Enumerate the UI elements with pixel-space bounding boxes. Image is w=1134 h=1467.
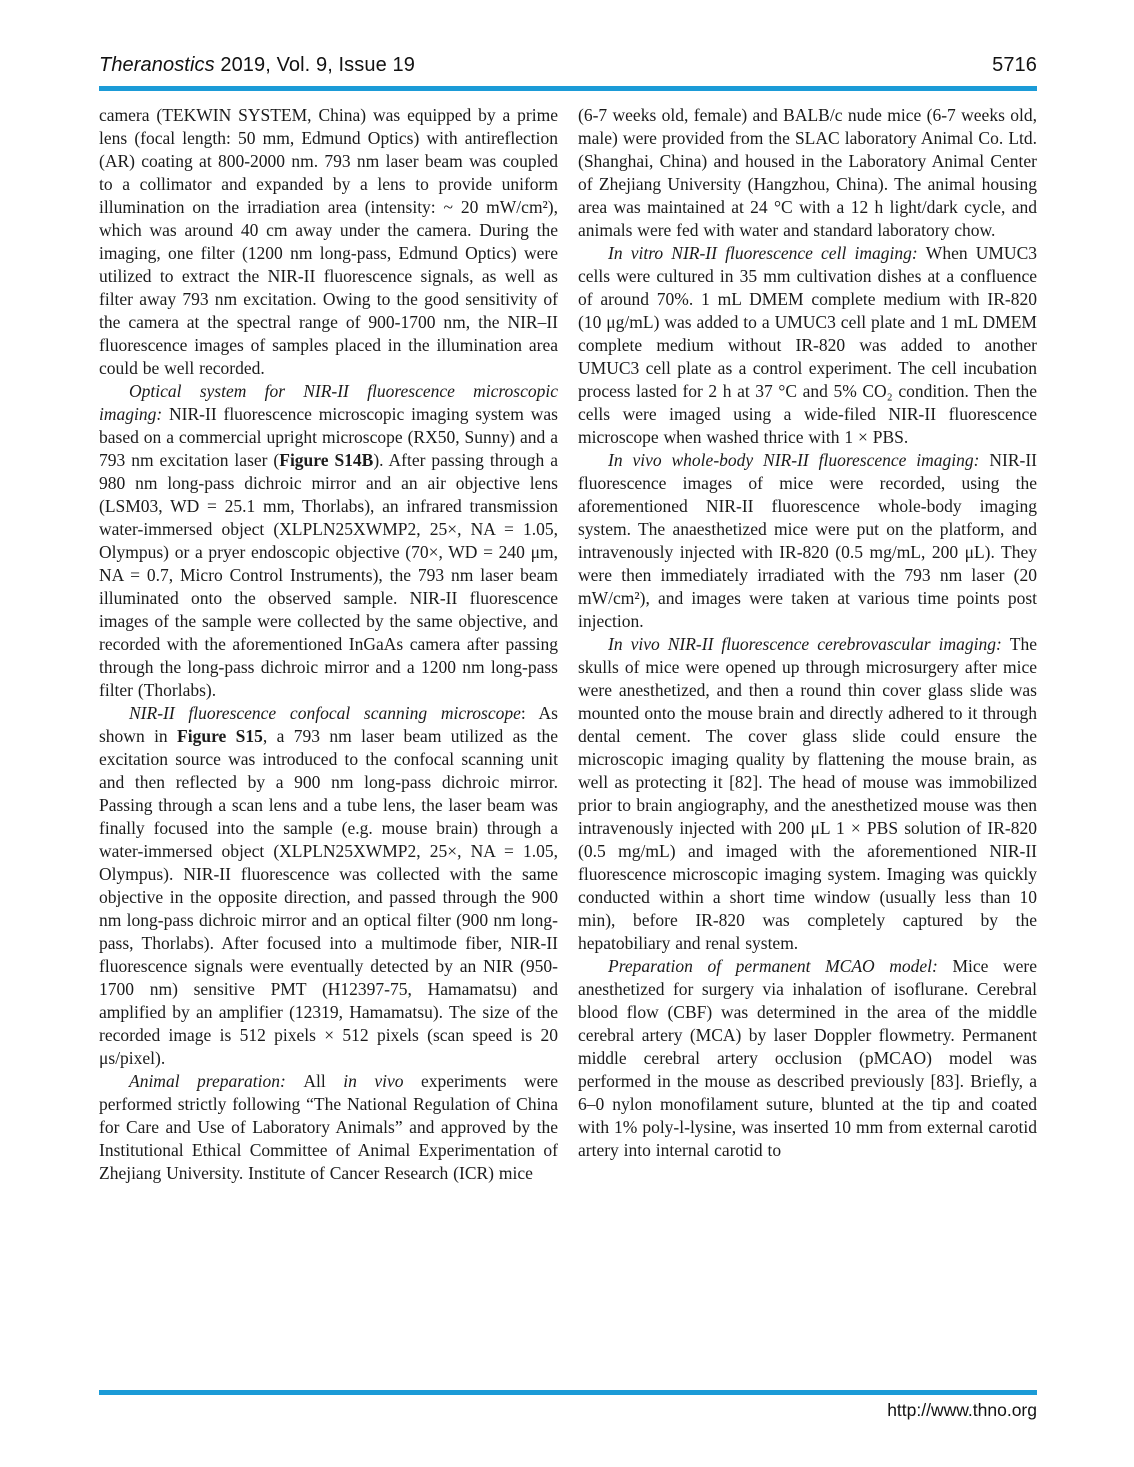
text-columns	[99, 104, 1037, 1384]
italic-text: in vivo	[343, 1071, 404, 1091]
paragraph	[578, 633, 1037, 955]
italic-text: In vitro NIR-II fluorescence cell imaging:	[608, 243, 926, 263]
footer-rule	[99, 1390, 1037, 1395]
italic-text: NIR-II fluorescence confocal scanning microscope	[129, 703, 521, 723]
page-number: 5716	[992, 54, 1037, 76]
journal-url: http://www.thno.org	[887, 1400, 1037, 1420]
running-header	[99, 54, 1037, 77]
journal-citation	[99, 54, 415, 77]
body-text: When UMUC3 cells were cultured in 35 mm cultivation dishes at a confluence of around 70%. 1 mL DMEM complete medium with IR-820 (10 μg/mL) was added to a UMUC3 cell plate and 1 mL DMEM complete medium without IR-820 was added to another UMUC3 cell plate as a control experiment. The cell incubation process lasted for 2 h at 37 °C and 5% CO₂ condition. Then the cells were imaged using a wide-filed NIR-II fluorescence microscope when washed thrice with 1 × PBS.	[578, 243, 1037, 447]
header-rule	[99, 86, 1037, 91]
body-text: , a 793 nm laser beam utilized as the excitation source was introduced to the confocal scanning unit and then reflected by a 900 nm long-pass dichroic mirror. Passing through a scan lens and a tube lens, the laser beam was finally focused into the sample (e.g. mouse brain) through a water-immersed object (XLPLN25XWMP2, 25×, NA = 1.05, Olympus). NIR-II fluorescence was collected with the same objective in the opposite direction, and passed through the 900 nm long-pass dichroic mirror and an optical filter (900 nm long-pass, Thorlabs). After focused into a multimode fiber, NIR-II fluorescence signals were eventually detected by an NIR (950-1700 nm) sensitive PMT (H12397-75, Hamamatsu) and amplified by an amplifier (12319, Hamamatsu). The size of the recorded image is 512 pixels × 512 pixels (scan speed is 20 μs/pixel).	[99, 726, 558, 1068]
paragraph	[578, 955, 1037, 1162]
journal-title: Theranostics	[99, 54, 215, 76]
bold-text: Figure S15	[177, 726, 263, 746]
paragraph	[99, 380, 558, 702]
italic-text: In vivo whole-body NIR-II fluorescence imaging:	[608, 450, 990, 470]
body-text: The skulls of mice were opened up through microsurgery after mice were anesthetized, and then a round thin cover glass slide was mounted onto the mouse brain and directly adhered to it through dental cement. The cover glass slide could ensure the microscopic imaging quality by flattening the mouse brain, as well as protecting it [82]. The head of mouse was immobilized prior to brain angiography, and the anesthetized mouse was then intravenously injected with 200 μL 1 × PBS solution of IR-820 (0.5 mg/mL) and imaged with the aforementioned NIR-II fluorescence microscopic imaging system. Imaging was quickly conducted within a short time window (usually less than 10 min), before IR-820 was completely captured by the hepatobiliary and renal system.	[578, 634, 1037, 953]
body-text: (6-7 weeks old, female) and BALB/c nude mice (6-7 weeks old, male) were provided from the SLAC laboratory Animal Co. Ltd. (Shanghai, China) and housed in the Laboratory Animal Center of Zhejiang University (Hangzhou, China). The animal housing area was maintained at 24 °C with a 12 h light/dark cycle, and animals were fed with water and standard laboratory chow.	[578, 105, 1037, 240]
italic-text: Optical system for NIR-II fluorescence microscopic imaging:	[99, 381, 558, 424]
body-text: camera (TEKWIN SYSTEM, China) was equipped by a prime lens (focal length: 50 mm, Edmund Optics) with antireflection (AR) coating at 800-2000 nm. 793 nm laser beam was coupled to a collimator and expanded by a lens to provide uniform illumination on the irradiation area (intensity: ~ 20 mW/cm²), which was around 40 cm away under the camera. During the imaging, one filter (1200 nm long-pass, Edmund Optics) were utilized to extract the NIR-II fluorescence signals, as well as filter away 793 nm excitation. Owing to the good sensitivity of the camera at the spectral range of 900-1700 nm, the NIR–II fluorescence images of samples placed in the illumination area could be well recorded.	[99, 105, 558, 378]
column-left	[99, 104, 558, 1384]
italic-text: Animal preparation:	[129, 1071, 304, 1091]
body-text: experiments were performed strictly following “The National Regulation of China for Care and Use of Laboratory Animals” and approved by the Institutional Ethical Committee of Animal Experimentation of Zhejiang University. Institute of Cancer Research (ICR) mice	[99, 1071, 559, 1183]
paragraph	[99, 104, 558, 380]
journal-issue-info: 2019, Vol. 9, Issue 19	[214, 54, 415, 76]
bold-text: Figure S14B	[279, 450, 374, 470]
body-text: : As shown in	[99, 703, 558, 746]
paragraph	[578, 449, 1037, 633]
body-text: ). After passing through a 980 nm long-pass dichroic mirror and an air objective lens (LSM03, WD = 25.1 mm, Thorlabs), an infrared transmission water-immersed object (XLPLN25XWMP2, 25×, NA = 1.05, Olympus) or a pryer endoscopic objective (70×, WD = 240 μm, NA = 0.7, Micro Control Instruments), the 793 nm laser beam illuminated onto the observed sample. NIR-II fluorescence images of the sample were collected by the same objective, and recorded with the aforementioned InGaAs camera after passing through the long-pass dichroic mirror and a 1200 nm long-pass filter (Thorlabs).	[99, 450, 558, 700]
paragraph	[99, 702, 558, 1070]
body-text: NIR-II fluorescence images of mice were recorded, using the aforementioned NIR-II fluorescence whole-body imaging system. The anaesthetized mice were put on the platform, and intravenously injected with IR-820 (0.5 mg/mL, 200 μL). They were then immediately irradiated with the 793 nm laser (20 mW/cm²), and images were taken at various time points post injection.	[578, 450, 1037, 631]
body-text: NIR-II fluorescence microscopic imaging system was based on a commercial upright microscope (RX50, Sunny) and a 793 nm excitation laser (	[99, 404, 558, 470]
italic-text: In vivo NIR-II fluorescence cerebrovascular imaging:	[608, 634, 1010, 654]
italic-text: Preparation of permanent MCAO model:	[608, 956, 953, 976]
paragraph	[99, 1070, 558, 1185]
column-right	[578, 104, 1037, 1384]
paragraph	[578, 104, 1037, 242]
body-text: Mice were anesthetized for surgery via inhalation of isoflurane. Cerebral blood flow (CBF) was determined in the area of the middle cerebral artery (MCA) by laser Doppler flowmetry. Permanent middle cerebral artery occlusion (pMCAO) model was performed in the mouse as described previously [83]. Briefly, a 6–0 nylon monofilament suture, blunted at the tip and coated with 1% poly-l-lysine, was inserted 10 mm from external carotid artery into internal carotid to	[578, 956, 1037, 1160]
paragraph	[578, 242, 1037, 449]
body-text: All	[303, 1071, 344, 1091]
